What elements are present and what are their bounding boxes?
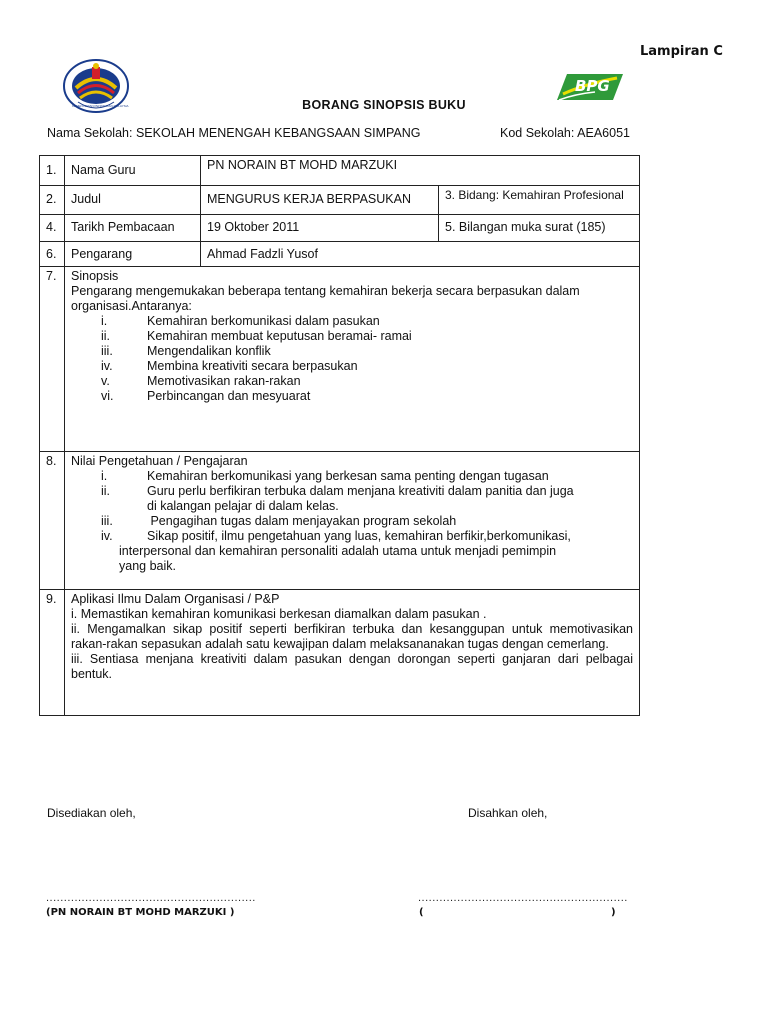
form-title: BORANG SINOPSIS BUKU: [302, 98, 466, 112]
synopsis-form-table: [39, 155, 640, 716]
aplikasi-heading: Aplikasi Ilmu Dalam Organisasi / P&P: [71, 592, 280, 606]
reading-date-value: 19 Oktober 2011: [201, 215, 439, 242]
table-row: [40, 186, 640, 215]
school-line: [47, 126, 421, 140]
aplikasi-point-3: iii. Sentiasa menjana kreativiti dalam pasukan dengan dorongan seperti ganjaran dari pelbagai bentuk.: [71, 652, 633, 681]
aplikasi-cell: [65, 590, 640, 716]
row-number: 4.: [40, 215, 65, 242]
row-number: 7.: [40, 267, 65, 452]
aplikasi-point-2: ii. Mengamalkan sikap positif seperti berfikiran terbuka dan kesanggupan untuk memotivasikan rakan-rakan sepasukan adalah satu kewajipan dalam melaksananakan tugas dengan cemerlang.: [71, 622, 633, 651]
prepared-by-name: (PN NORAIN BT MOHD MARZUKI ): [46, 907, 235, 918]
prepared-by-label: Disediakan oleh,: [47, 806, 136, 820]
nilai-cell: [65, 452, 640, 590]
signature-line-right: ...........................................................: [418, 892, 628, 904]
school-label: Nama Sekolah:: [47, 126, 133, 140]
lampiran-label: Lampiran C: [640, 44, 723, 59]
sinopsis-intro: Pengarang mengemukakan beberapa tentang kemahiran bekerja secara berpasukan dalam organisasi.Antaranya:: [71, 284, 580, 313]
approved-by-label: Disahkan oleh,: [468, 806, 548, 820]
page-count-value: 5. Bilangan muka surat (185): [439, 215, 640, 242]
list-item: vi. Perbincangan dan mesyuarat: [101, 389, 311, 403]
sinopsis-cell: [65, 267, 640, 452]
table-row: [40, 242, 640, 267]
list-item: ii. Kemahiran membuat keputusan beramai- ramai: [101, 329, 412, 343]
list-item: ii. Guru perlu berfikiran terbuka dalam menjana kreativiti dalam panitia dan juga: [101, 484, 574, 498]
row-number: 9.: [40, 590, 65, 716]
aplikasi-point-1: i. Memastikan kemahiran komunikasi berkesan diamalkan dalam pasukan .: [71, 607, 487, 621]
list-item: iii. Pengagihan tugas dalam menjayakan program sekolah: [101, 514, 457, 528]
row-label: Tarikh Pembacaan: [65, 215, 201, 242]
row-label: Nama Guru: [65, 156, 201, 186]
author-value: Ahmad Fadzli Yusof: [201, 242, 640, 267]
nilai-iv-continuation-2: yang baik.: [119, 559, 176, 573]
book-title-value: MENGURUS KERJA BERPASUKAN: [201, 186, 439, 215]
table-row: [40, 156, 640, 186]
list-item: v. Memotivasikan rakan-rakan: [101, 374, 301, 388]
table-row: [40, 215, 640, 242]
row-number: 8.: [40, 452, 65, 590]
kod-value: AEA6051: [577, 126, 630, 140]
kod-line: [500, 126, 630, 140]
list-item: i. Kemahiran berkomunikasi dalam pasukan: [101, 314, 380, 328]
table-row: [40, 452, 640, 590]
list-item: iv. Sikap positif, ilmu pengetahuan yang luas, kemahiran berfikir,berkomunikasi,: [101, 529, 571, 543]
row-number: 2.: [40, 186, 65, 215]
approved-by-close-paren: ): [611, 907, 616, 918]
signature-line-left: ...........................................................: [46, 892, 256, 904]
nilai-list: [71, 469, 633, 544]
table-row: [40, 267, 640, 452]
table-row: [40, 590, 640, 716]
kod-label: Kod Sekolah:: [500, 126, 575, 140]
list-item: iv. Membina kreativiti secara berpasukan: [101, 359, 358, 373]
list-item: iii. Mengendalikan konflik: [101, 344, 271, 358]
field-value: 3. Bidang: Kemahiran Profesional: [439, 186, 640, 215]
row-label: Judul: [65, 186, 201, 215]
teacher-name-value: PN NORAIN BT MOHD MARZUKI: [201, 156, 640, 186]
sinopsis-list: [71, 314, 633, 404]
sinopsis-heading: Sinopsis: [71, 269, 119, 283]
list-item-continuation: di kalangan pelajar di dalam kelas.: [147, 499, 339, 513]
list-item: i. Kemahiran berkomunikasi yang berkesan sama penting dengan tugasan: [101, 469, 549, 483]
nilai-heading: Nilai Pengetahuan / Pengajaran: [71, 454, 248, 468]
row-label: Pengarang: [65, 242, 201, 267]
approved-by-open-paren: (: [419, 907, 424, 918]
ministry-logo-text: KEMENTERIAN PENDIDIKAN MALAYSIA: [72, 104, 129, 108]
bpg-logo-text: BPG: [575, 77, 610, 95]
nilai-iv-continuation: interpersonal dan kemahiran personaliti adalah utama untuk menjadi pemimpin: [119, 544, 557, 558]
row-number: 6.: [40, 242, 65, 267]
row-number: 1.: [40, 156, 65, 186]
school-value: SEKOLAH MENENGAH KEBANGSAAN SIMPANG: [135, 126, 421, 140]
